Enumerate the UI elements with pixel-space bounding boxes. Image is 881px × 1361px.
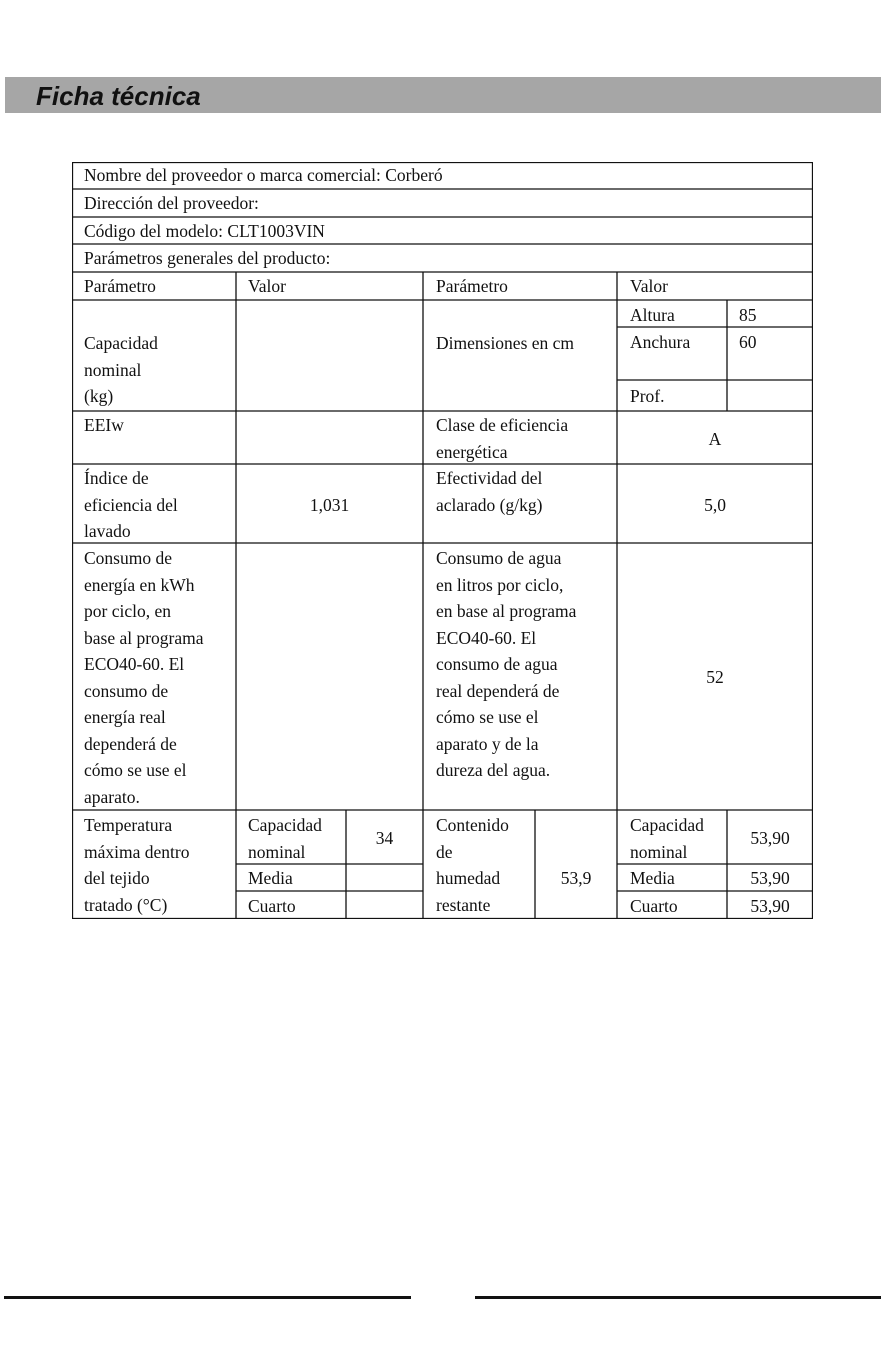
height-value: 85 (739, 305, 757, 325)
dimensions-label: Dimensiones en cm (436, 333, 575, 353)
capacity-label: Capacidad nominal (kg) (84, 333, 158, 406)
height-label: Altura (630, 305, 675, 325)
rinse-label: Efectividad del aclarado (g/kg) (436, 468, 543, 515)
general-parameters-row: Parámetros generales del producto: (84, 248, 331, 268)
footer-rule-left (4, 1296, 411, 1299)
supplier-name-row: Nombre del proveedor o marca comercial: Corberó (84, 165, 443, 185)
rinse-value: 5,0 (704, 495, 726, 515)
depth-label: Prof. (630, 386, 665, 406)
energy-consumption-label: Consumo de energía en kWh por ciclo, en base al programa ECO40-60. El consumo de energía real dependerá de cómo se use el aparato. (84, 548, 204, 807)
max-temperature-label: Temperatura máxima dentro del tejido tratado (°C) (84, 815, 190, 915)
moisture-half-label: Media (630, 868, 675, 888)
energy-class-label: Clase de eficiencia energética (436, 415, 569, 462)
header-parameter-2: Parámetro (436, 276, 508, 296)
footer-rule-right (475, 1296, 881, 1299)
width-value: 60 (739, 332, 757, 352)
water-consumption-value: 52 (706, 667, 724, 687)
header-parameter-1: Parámetro (84, 276, 156, 296)
moisture-rated-value: 53,90 (750, 828, 790, 848)
moisture-quarter-value: 53,90 (750, 896, 790, 916)
wash-index-label: Índice de eficiencia del lavado (84, 468, 178, 541)
energy-class-value: A (708, 429, 722, 449)
moisture-rated-label: Capacidad nominal (630, 815, 704, 862)
width-label: Anchura (630, 332, 691, 352)
water-consumption-label: Consumo de agua en litros por ciclo, en base al programa ECO40-60. El consumo de agua real dependerá de cómo se use el aparato y de la dureza del agua. (436, 548, 577, 780)
temp-half-label: Media (248, 868, 293, 888)
temp-quarter-label: Cuarto (248, 896, 296, 916)
moisture-label: Contenido de humedad restante (436, 815, 509, 915)
eeiw-label: EEIw (84, 415, 124, 435)
moisture-half-value: 53,90 (750, 868, 790, 888)
title-bar (5, 77, 881, 113)
header-value-1: Valor (248, 276, 286, 296)
supplier-address-row: Dirección del proveedor: (84, 193, 259, 213)
temp-rated-label: Capacidad nominal (248, 815, 322, 862)
spec-table (72, 162, 813, 919)
temp-rated-value: 34 (375, 828, 394, 848)
model-code-row: Código del modelo: CLT1003VIN (84, 221, 325, 241)
page-title: Ficha técnica (36, 81, 201, 111)
moisture-value: 53,9 (560, 868, 592, 888)
wash-index-value: 1,031 (309, 495, 350, 515)
moisture-quarter-label: Cuarto (630, 896, 678, 916)
header-value-2: Valor (630, 276, 668, 296)
